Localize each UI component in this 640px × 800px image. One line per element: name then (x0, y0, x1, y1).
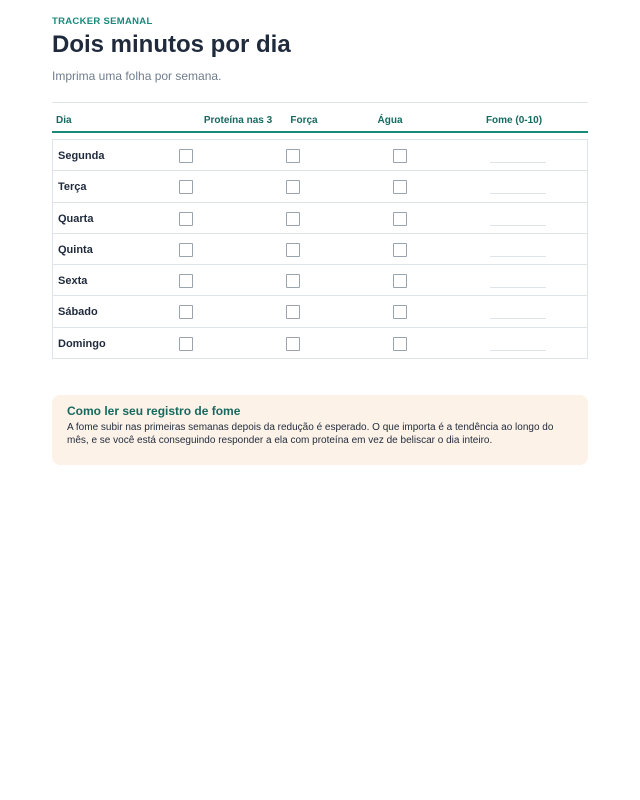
table-header (52, 103, 588, 133)
column-header-dia: Dia (56, 115, 72, 126)
table-row (53, 203, 587, 234)
water-checkbox[interactable] (393, 274, 407, 288)
day-label: Sábado (58, 306, 98, 319)
day-label: Terça (58, 181, 87, 194)
water-checkbox[interactable] (393, 149, 407, 163)
column-header-protein: Proteína nas 3 (203, 115, 273, 126)
strength-checkbox[interactable] (286, 212, 300, 226)
table-row (53, 296, 587, 327)
day-label: Sexta (58, 275, 88, 288)
strength-checkbox[interactable] (286, 337, 300, 351)
day-label: Domingo (58, 337, 106, 350)
hunger-score-field[interactable] (490, 256, 546, 257)
hunger-note-card (52, 395, 588, 465)
protein-checkbox[interactable] (179, 305, 193, 319)
day-label: Quarta (58, 212, 94, 225)
protein-checkbox[interactable] (179, 274, 193, 288)
water-checkbox[interactable] (393, 180, 407, 194)
tracker-table (52, 139, 588, 359)
strength-checkbox[interactable] (286, 243, 300, 257)
strength-checkbox[interactable] (286, 149, 300, 163)
note-title: Como ler seu registro de fome (67, 404, 241, 418)
hunger-score-field[interactable] (490, 225, 546, 226)
water-checkbox[interactable] (393, 305, 407, 319)
eyebrow-label: TRACKER SEMANAL (52, 16, 153, 27)
protein-checkbox[interactable] (179, 180, 193, 194)
hunger-score-field[interactable] (490, 193, 546, 194)
protein-checkbox[interactable] (179, 212, 193, 226)
day-label: Segunda (58, 150, 105, 162)
table-row (53, 234, 587, 265)
column-header-strength: Força (290, 115, 318, 126)
water-checkbox[interactable] (393, 212, 407, 226)
page-subtitle: Imprima uma folha por semana. (52, 69, 222, 83)
day-label: Quinta (58, 243, 93, 256)
table-row (53, 140, 587, 171)
strength-checkbox[interactable] (286, 305, 300, 319)
protein-checkbox[interactable] (179, 149, 193, 163)
hunger-score-field[interactable] (490, 318, 546, 319)
hunger-score-field[interactable] (490, 162, 546, 163)
strength-checkbox[interactable] (286, 180, 300, 194)
hunger-score-field[interactable] (490, 350, 546, 351)
column-header-water: Água (377, 115, 403, 126)
note-body: A fome subir nas primeiras semanas depois da redução é esperado. O que importa é a tendência ao longo do mês, e se você está conseguindo responder a ela com proteína em vez de beliscar o dia inteiro. (67, 422, 554, 446)
hunger-score-field[interactable] (490, 287, 546, 288)
protein-checkbox[interactable] (179, 243, 193, 257)
table-row (53, 265, 587, 296)
water-checkbox[interactable] (393, 243, 407, 257)
page-title: Dois minutos por dia (52, 31, 291, 58)
table-row (53, 328, 587, 359)
table-row (53, 171, 587, 202)
column-header-hunger: Fome (0-10) (485, 115, 543, 126)
strength-checkbox[interactable] (286, 274, 300, 288)
water-checkbox[interactable] (393, 337, 407, 351)
protein-checkbox[interactable] (179, 337, 193, 351)
